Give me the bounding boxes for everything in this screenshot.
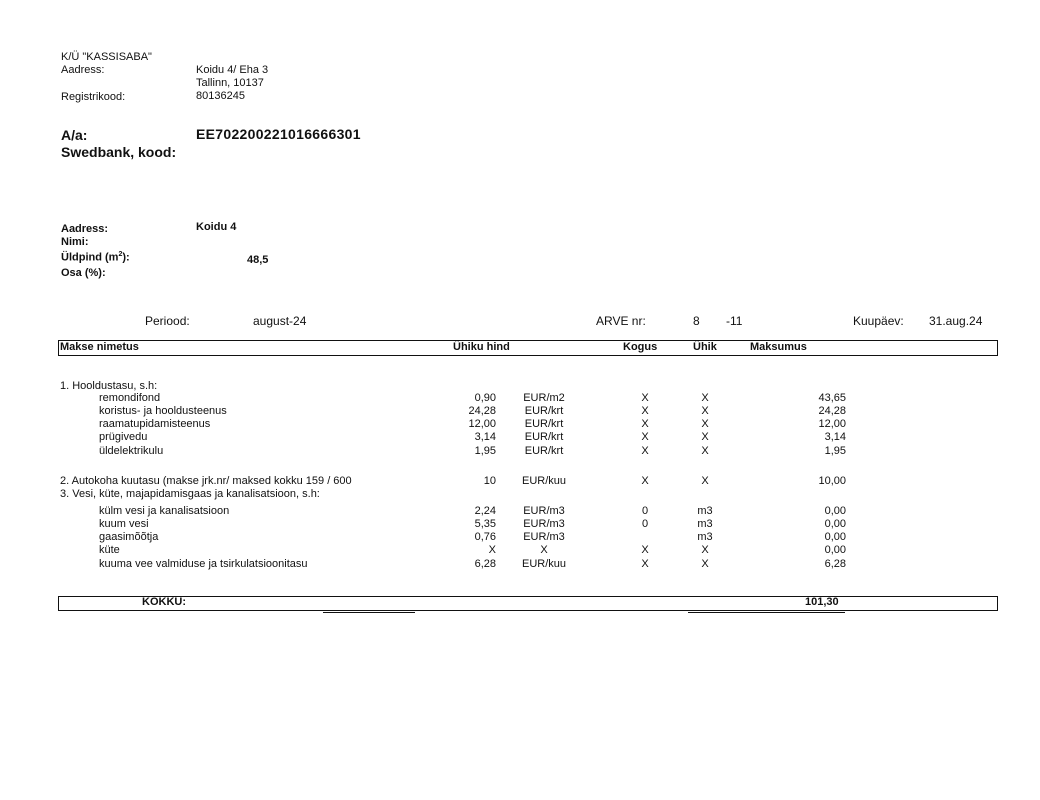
row-unit: X (701, 558, 709, 570)
invoice-number: 8 (693, 314, 700, 328)
row-unit: X (701, 418, 709, 430)
client-area-label: Üldpind $(m^2)$: (61, 251, 130, 264)
row-qty: X (641, 544, 649, 556)
row-price-unit: EUR/m3 (523, 518, 565, 530)
row-name: kuum vesi (99, 518, 149, 530)
row-qty: 0 (641, 518, 649, 530)
row-unit: X (701, 405, 709, 417)
client-address-label: Aadress: (61, 223, 109, 235)
row-unit: m3 (697, 531, 713, 543)
period-value: august-24 (253, 314, 307, 328)
row-price: 2,24 (474, 505, 496, 517)
row-cost: 43,65 (818, 392, 846, 404)
date-label: Kuupäev: (853, 314, 904, 328)
period-label: Periood: (145, 314, 190, 328)
row-name: küte (99, 544, 120, 556)
row-name: raamatupidamisteenus (99, 418, 211, 430)
row-price: 24,28 (468, 405, 496, 417)
row-cost: 10,00 (818, 475, 846, 487)
row-name: 2. Autokoha kuutasu (makse jrk.nr/ maksed kokku 159 / 600 (60, 475, 352, 487)
row-qty: X (641, 418, 649, 430)
row-price-unit: EUR/m3 (523, 531, 565, 543)
company-address-line2: Tallinn, 10137 (196, 77, 264, 89)
row-name: üldelektrikulu (99, 445, 164, 457)
row-price-unit: EUR/kuu (521, 558, 567, 570)
row-name: koristus- ja hooldusteenus (99, 405, 227, 417)
row-qty: X (641, 558, 649, 570)
row-unit: m3 (697, 505, 713, 517)
row-cost: 12,00 (818, 418, 846, 430)
row-qty: X (641, 475, 649, 487)
underline-left (323, 612, 415, 613)
row-unit: X (701, 431, 709, 443)
total-box (58, 596, 998, 611)
client-address: Koidu 4 (196, 221, 237, 233)
company-address-line1: Koidu 4/ Eha 3 (196, 64, 269, 76)
row-price: 12,00 (468, 418, 496, 430)
header-qty: Kogus (623, 341, 658, 353)
row-price: 6,28 (474, 558, 496, 570)
header-unit-price: Ühiku hind (453, 341, 510, 353)
row-cost: 0,00 (824, 518, 846, 530)
row-cost: 6,28 (824, 558, 846, 570)
row-cost: 0,00 (824, 505, 846, 517)
row-qty: X (641, 431, 649, 443)
header-cost: Maksumus (750, 341, 807, 353)
total-label: KOKKU: (142, 596, 186, 608)
underline-right (688, 612, 845, 613)
bank-label: Swedbank, kood: (61, 144, 177, 160)
row-name: gaasimõõtja (99, 531, 159, 543)
header-unit: Ühik (693, 341, 717, 353)
row-unit: X (701, 544, 709, 556)
header-name: Makse nimetus (60, 341, 139, 353)
row-cost: 24,28 (818, 405, 846, 417)
row-price-unit: EUR/kuu (521, 475, 567, 487)
row-unit: X (701, 475, 709, 487)
company-address-label: Aadress: (61, 64, 105, 76)
date-value: 31.aug.24 (929, 314, 983, 328)
row-qty: X (641, 392, 649, 404)
row-unit: X (701, 392, 709, 404)
row-price-unit: EUR/krt (524, 418, 564, 430)
invoice-label: ARVE nr: (596, 314, 646, 328)
row-cost: 3,14 (824, 431, 846, 443)
row-unit: X (701, 445, 709, 457)
row-price-unit: X (540, 544, 548, 556)
row-price-unit: EUR/krt (524, 445, 564, 457)
client-name-label: Nimi: (61, 236, 89, 248)
row-name: 3. Vesi, küte, majapidamisgaas ja kanalisatsioon, s.h: (60, 488, 320, 500)
row-price-unit: EUR/krt (524, 431, 564, 443)
account-label: A/a: (61, 127, 88, 143)
row-name: kuuma vee valmiduse ja tsirkulatsioonitasu (99, 558, 308, 570)
row-qty: 0 (641, 505, 649, 517)
invoice-suffix: -11 (726, 314, 743, 328)
row-qty: X (641, 445, 649, 457)
row-price: 3,14 (474, 431, 496, 443)
row-price-unit: EUR/m2 (523, 392, 565, 404)
total-value: 101,30 (805, 596, 839, 608)
row-name: remondifond (99, 392, 161, 404)
client-area: 48,5 (247, 254, 269, 266)
row-price-unit: EUR/m3 (523, 505, 565, 517)
company-regcode-label: Registrikood: (61, 91, 126, 103)
row-price: 5,35 (474, 518, 496, 530)
row-price: 10 (483, 475, 496, 487)
row-price: 1,95 (474, 445, 496, 457)
row-name: prügivedu (99, 431, 148, 443)
table-header-box (58, 340, 998, 356)
row-qty: X (641, 405, 649, 417)
row-price: 0,90 (474, 392, 496, 404)
row-cost: 0,00 (824, 544, 846, 556)
row-unit: m3 (697, 518, 713, 530)
row-cost: 1,95 (824, 445, 846, 457)
company-regcode: 80136245 (196, 90, 245, 102)
account-number: EE702200221016666301 (196, 126, 361, 142)
client-share-label: Osa (%): (61, 267, 106, 279)
row-cost: 0,00 (824, 531, 846, 543)
row-name: külm vesi ja kanalisatsioon (99, 505, 230, 517)
company-name: K/Ü "KASSISABA" (61, 51, 152, 63)
row-price-unit: EUR/krt (524, 405, 564, 417)
row-name: 1. Hooldustasu, s.h: (60, 380, 158, 392)
row-price: X (488, 544, 496, 556)
row-price: 0,76 (474, 531, 496, 543)
